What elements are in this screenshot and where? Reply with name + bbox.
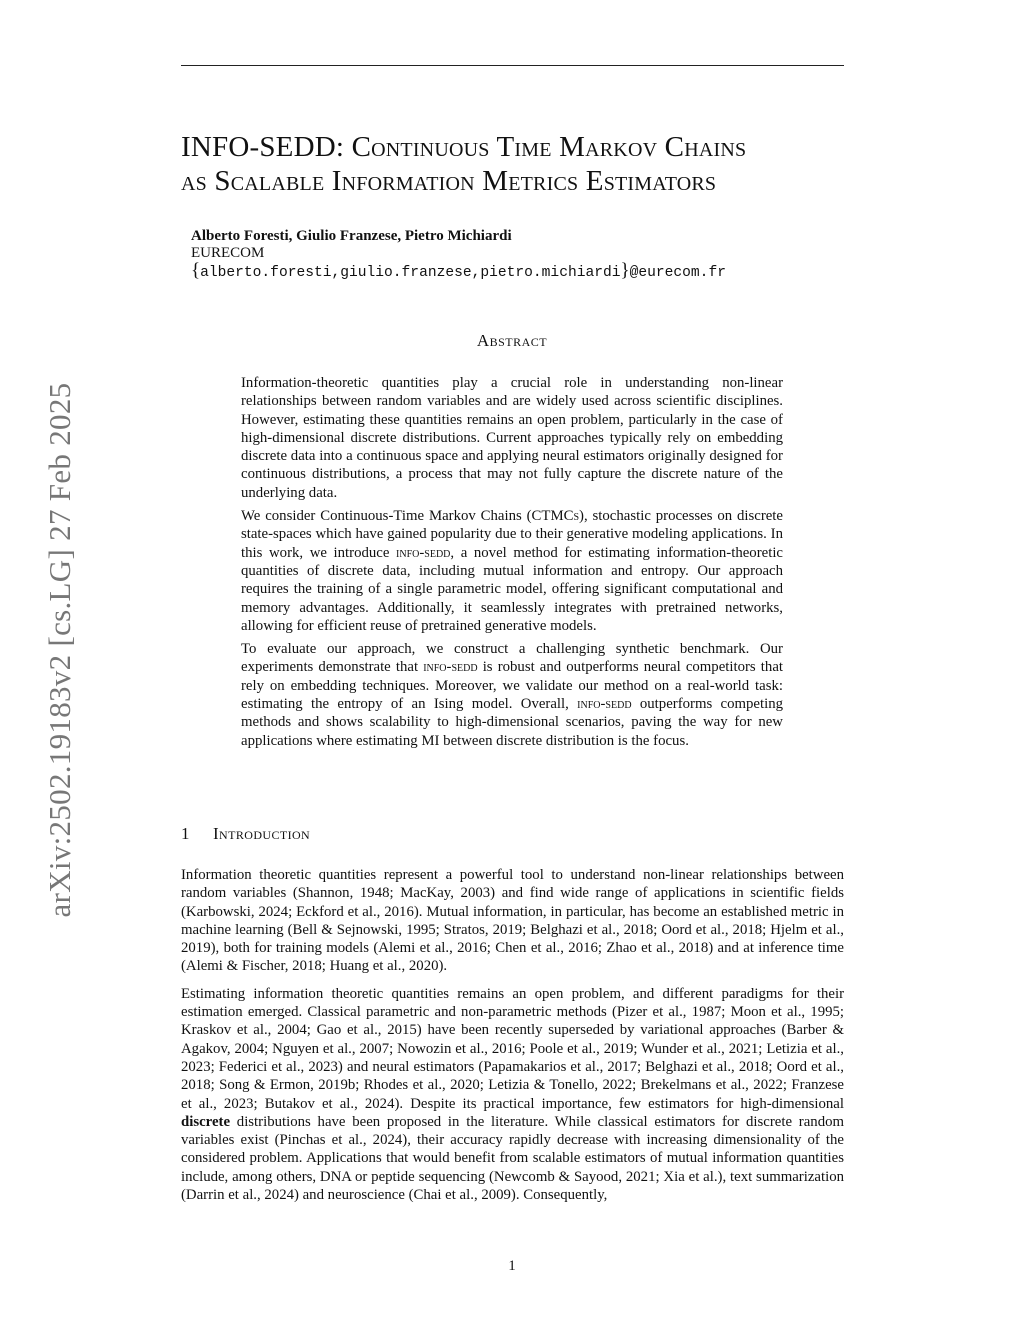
email-brace-close: } — [620, 260, 630, 281]
abstract-p3-text-a: To evaluate our approach, we construct a challenging synthetic benchmark. Our experiments demonstrate that — [241, 641, 783, 676]
intro-p2-text-b: distributions have been proposed in the literature. While classical estimators for discrete random variables exist (Pinchas et al., 2024), their accuracy rapidly decrease with increasing dimensionality of the considered problem. Applications that would benefit from scalable estimators of mutual information quantities include, among others, DNA or peptide sequencing (Newcomb & Sayood, 2021; Xia et al.), text summarization (Darrin et al., 2024) and neuroscience (Chai et al., 2009). Consequently, — [181, 1113, 844, 1204]
author-block — [191, 228, 726, 282]
email-brace-open: { — [191, 260, 201, 281]
arxiv-stamp-text: arXiv:2502.19183v2 [cs.LG] 27 Feb 2025 — [42, 382, 77, 918]
method-name: info-sedd — [577, 696, 632, 713]
abstract-p3-text-e: outperforms competing methods and shows scalability to high-dimensional scenarios, paving the way for new applications where estimating MI between discrete distribution is the focus. — [241, 696, 783, 749]
title-line-2: as Scalable Information Metrics Estimators — [181, 165, 717, 197]
author-emails[interactable] — [191, 262, 726, 282]
author-names: Alberto Foresti, Giulio Franzese, Pietro Michiardi — [191, 228, 512, 244]
abstract-paragraph-2 — [241, 507, 783, 635]
abstract-p2-text-e: , a novel method for estimating information-theoretic quantities of discrete data, including mutual information and entropy. Our approach requires the training of a single parametric model, offering significant computational and memory advantages. Additionally, it seamlessly integrates with pretrained networks, allowing for efficient reuse of pretrained generative models. — [241, 544, 783, 634]
abstract-paragraph-3 — [241, 640, 783, 750]
title-line-1-rest: Continuous Time Markov Chains — [351, 131, 747, 163]
section-heading-introduction — [181, 824, 310, 844]
title-line-1 — [181, 130, 861, 164]
paper-title — [181, 130, 861, 198]
title-prefix: INFO-SEDD: — [181, 131, 345, 163]
email-list: alberto.foresti,giulio.franzese,pietro.michiardi — [200, 265, 621, 281]
abstract — [241, 374, 783, 755]
section-number: 1 — [181, 824, 190, 843]
abstract-heading: Abstract — [476, 331, 548, 350]
method-name: info-sedd — [423, 659, 478, 676]
abstract-paragraph-1: Information-theoretic quantities play a crucial role in understanding non-linear relationships between random variables and are widely used across scientific disciplines. However, estimating these quantities remains an open problem, particularly in the case of high-dimensional discrete distributions. Current approaches typically rely on embedding discrete data into a continuous space and applying neural estimators originally designed for continuous distributions, a process that may not fully capture the discrete nature of the underlying data. — [241, 375, 783, 501]
introduction-body — [181, 866, 844, 1213]
intro-p2-emphasis: discrete — [181, 1113, 231, 1130]
intro-paragraph-1: Information theoretic quantities represent a powerful tool to understand non-linear relationships between random variables (Shannon, 1948; MacKay, 2003) and find wide range of applications in scientific fields (Karbowski, 2024; Eckford et al., 2016). Mutual information, in particular, has become an established metric in machine learning (Bell & Sejnowski, 1995; Stratos, 2019; Belghazi et al., 2018; Oord et al., 2018; Hjelm et al., 2019), both for training models (Alemi et al., 2016; Chen et al., 2016; Zhao et al., 2018) and at inference time (Alemi & Fischer, 2018; Huang et al., 2020). — [181, 867, 844, 975]
section-title: Introduction — [213, 824, 311, 843]
abstract-p2-text-c: ), stochastic processes on discrete state-spaces which have gained popularity due to their generative modeling applications. In this work, we introduce — [241, 508, 783, 561]
intro-p2-text-a: Estimating information theoretic quantities remains an open problem, and different paradigms for their estimation emerged. Classical parametric and non-parametric methods (Pizer et al., 1987; Moon et al., 1995; Kraskov et al., 2004; Gao et al., 2015) have been recently superseded by variational approaches (Barber & Agakov, 2004; Nguyen et al., 2007; Nowozin et al., 2016; Poole et al., 2019; Wunder et al., 2021; Letizia et al., 2023; Federici et al., 2023) and neural estimators (Papamakarios et al., 2017; Belghazi et al., 2018; Oord et al., 2018; Song & Ermon, 2019b; Rhodes et al., 2020; Letizia & Tonello, 2022; Brekelmans et al., 2022; Franzese et al., 2023; Butakov et al., 2024). Despite its practical importance, few estimators for high-dimensional — [181, 985, 844, 1112]
abstract-p3-text-c: is robust and outperforms neural competitors that rely on embedding techniques. Moreover, we validate our method on a real-world task: estimating the entropy of an Ising model. Overall, — [241, 659, 783, 713]
page-number: 1 — [508, 1258, 516, 1274]
abstract-p2-text-a: We consider Continuous-Time Markov Chains (CTMC — [241, 508, 574, 525]
intro-paragraph-2 — [181, 985, 844, 1205]
header-rule — [181, 65, 844, 66]
method-name: info-sedd — [396, 544, 451, 561]
author-affiliation: EURECOM — [191, 245, 265, 261]
email-domain: @eurecom.fr — [629, 265, 726, 281]
abstract-p2-plural-s: s — [573, 508, 580, 525]
